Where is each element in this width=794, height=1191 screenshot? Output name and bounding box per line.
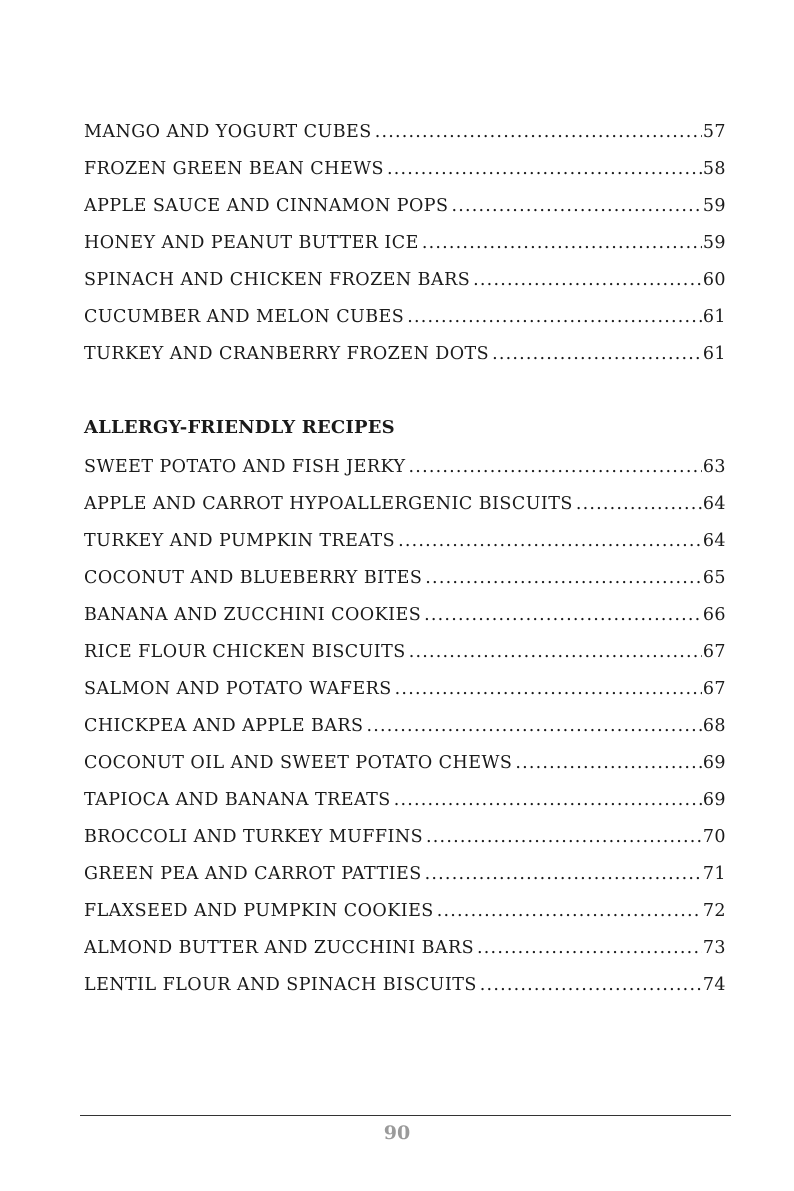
toc-entry-title: TURKEY AND CRANBERRY FROZEN DOTS: [84, 344, 490, 364]
toc-entry[interactable]: [84, 634, 726, 671]
toc-entry-title: SWEET POTATO AND FISH JERKY: [84, 457, 406, 477]
toc-entry[interactable]: [84, 967, 726, 1004]
toc-entry-title: ALMOND BUTTER AND ZUCCHINI BARS: [84, 938, 475, 958]
toc-entry[interactable]: [84, 856, 726, 893]
toc-entry-title: GREEN PEA AND CARROT PATTIES: [84, 864, 422, 884]
toc-entry-page: 68: [702, 716, 726, 736]
toc-entry-page: 66: [702, 605, 726, 625]
toc-entry[interactable]: [84, 299, 726, 336]
toc-entry-page: 59: [702, 233, 726, 253]
toc-entry[interactable]: [84, 486, 726, 523]
toc-entry-title: RICE FLOUR CHICKEN BISCUITS: [84, 642, 406, 662]
toc-entry[interactable]: [84, 597, 726, 634]
dot-leader: [395, 671, 702, 708]
toc-entry-page: 64: [702, 531, 726, 551]
toc-entry-page: 67: [702, 642, 726, 662]
toc-entry-title: CUCUMBER AND MELON CUBES: [84, 307, 405, 327]
section-spacer: [84, 373, 726, 407]
dot-leader: [425, 560, 702, 597]
toc-entry[interactable]: [84, 819, 726, 856]
toc-entry-page: 71: [702, 864, 726, 884]
dot-leader: [398, 523, 702, 560]
toc-entry[interactable]: [84, 560, 726, 597]
toc-entry-title: SPINACH AND CHICKEN FROZEN BARS: [84, 270, 471, 290]
toc-entry[interactable]: [84, 225, 726, 262]
toc-entry-page: 58: [702, 159, 726, 179]
dot-leader: [366, 708, 701, 745]
toc-entry-page: 64: [702, 494, 726, 514]
toc-entry[interactable]: [84, 151, 726, 188]
toc-entry-title: COCONUT OIL AND SWEET POTATO CHEWS: [84, 753, 513, 773]
toc-entry-page: 63: [702, 457, 726, 477]
dot-leader: [394, 782, 702, 819]
dot-leader: [480, 967, 702, 1004]
footer-divider: [80, 1115, 731, 1116]
dot-leader: [515, 745, 702, 782]
toc-entry-page: 61: [702, 307, 726, 327]
dot-leader: [409, 449, 702, 486]
toc-entry-page: 59: [702, 196, 726, 216]
toc-entry-title: LENTIL FLOUR AND SPINACH BISCUITS: [84, 975, 477, 995]
toc-entry[interactable]: [84, 782, 726, 819]
section-heading: ALLERGY-FRIENDLY RECIPES: [84, 417, 395, 438]
dot-leader: [422, 225, 702, 262]
toc-entry[interactable]: [84, 930, 726, 967]
toc-entry-title: CHICKPEA AND APPLE BARS: [84, 716, 364, 736]
toc-entry-title: FLAXSEED AND PUMPKIN COOKIES: [84, 901, 434, 921]
toc-entry-page: 61: [702, 344, 726, 364]
toc-entry[interactable]: [84, 671, 726, 708]
toc-entry-title: TURKEY AND PUMPKIN TREATS: [84, 531, 396, 551]
toc-entry[interactable]: [84, 449, 726, 486]
toc-entry-page: 70: [702, 827, 726, 847]
toc-entry-title: APPLE AND CARROT HYPOALLERGENIC BISCUITS: [84, 494, 573, 514]
page-number: 90: [383, 1122, 411, 1144]
toc-list-allergy-friendly: [84, 449, 726, 1004]
dot-leader: [492, 336, 702, 373]
dot-leader: [576, 486, 702, 523]
dot-leader: [407, 299, 702, 336]
toc-entry-page: 72: [702, 901, 726, 921]
dot-leader: [425, 856, 702, 893]
table-of-contents: [84, 114, 726, 1004]
toc-entry-page: 57: [702, 122, 726, 142]
toc-entry-title: BROCCOLI AND TURKEY MUFFINS: [84, 827, 424, 847]
dot-leader: [451, 188, 701, 225]
toc-entry[interactable]: [84, 114, 726, 151]
dot-leader: [426, 819, 702, 856]
toc-entry-page: 73: [702, 938, 726, 958]
toc-list-frozen-treats: [84, 114, 726, 373]
toc-entry[interactable]: [84, 262, 726, 299]
dot-leader: [387, 151, 702, 188]
toc-entry-page: 67: [702, 679, 726, 699]
toc-entry-title: TAPIOCA AND BANANA TREATS: [84, 790, 391, 810]
toc-entry[interactable]: [84, 745, 726, 782]
toc-entry-page: 74: [702, 975, 726, 995]
dot-leader: [473, 262, 702, 299]
dot-leader: [437, 893, 702, 930]
toc-entry-page: 60: [702, 270, 726, 290]
toc-entry-title: HONEY AND PEANUT BUTTER ICE: [84, 233, 419, 253]
toc-entry[interactable]: [84, 523, 726, 560]
toc-entry-title: FROZEN GREEN BEAN CHEWS: [84, 159, 384, 179]
dot-leader: [424, 597, 702, 634]
toc-entry[interactable]: [84, 188, 726, 225]
toc-entry-title: SALMON AND POTATO WAFERS: [84, 679, 392, 699]
toc-entry-page: 65: [702, 568, 726, 588]
dot-leader: [477, 930, 702, 967]
toc-entry-title: MANGO AND YOGURT CUBES: [84, 122, 372, 142]
dot-leader: [409, 634, 702, 671]
toc-entry-page: 69: [702, 790, 726, 810]
toc-entry[interactable]: [84, 708, 726, 745]
dot-leader: [375, 114, 702, 151]
toc-entry[interactable]: [84, 336, 726, 373]
toc-entry-title: APPLE SAUCE AND CINNAMON POPS: [84, 196, 449, 216]
toc-entry-title: BANANA AND ZUCCHINI COOKIES: [84, 605, 422, 625]
toc-entry-page: 69: [702, 753, 726, 773]
toc-entry[interactable]: [84, 893, 726, 930]
toc-entry-title: COCONUT AND BLUEBERRY BITES: [84, 568, 423, 588]
